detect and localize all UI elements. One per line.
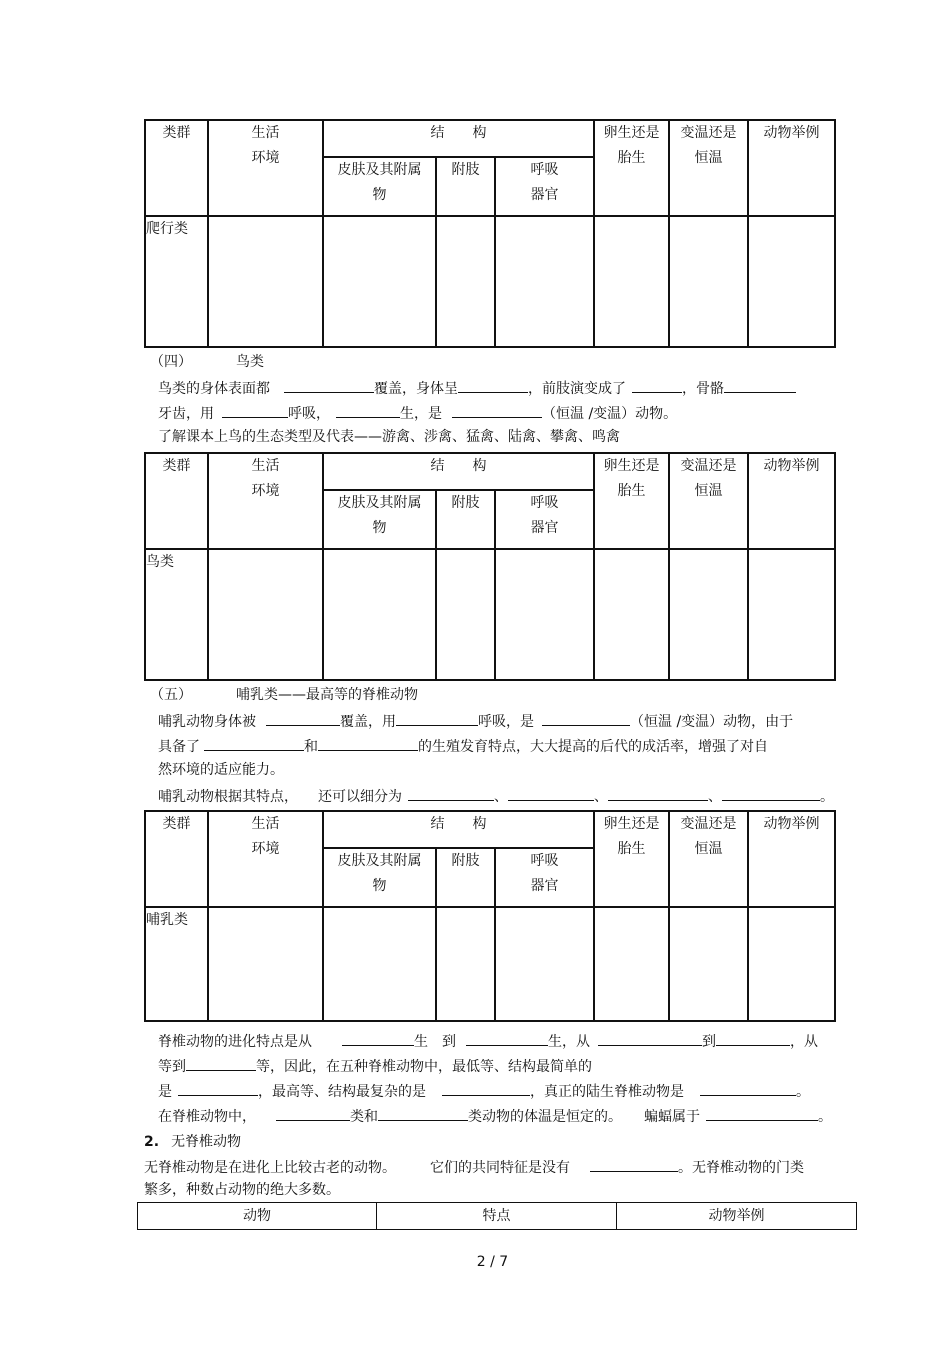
answer-cell[interactable] <box>594 216 669 347</box>
header-group: 类群 <box>145 120 208 216</box>
evolution-line1: 脊椎动物的进化特点是从 生 到 生，从 到 ，从 <box>158 1031 818 1051</box>
header-habitat: 生活 环境 <box>208 120 323 216</box>
blank[interactable] <box>598 1031 702 1046</box>
header-examples: 动物举例 <box>748 811 835 907</box>
header-structure: 结 构 <box>323 120 594 157</box>
blank[interactable] <box>466 1031 548 1046</box>
header-habitat: 生活 环境 <box>208 453 323 549</box>
answer-cell[interactable] <box>208 216 323 347</box>
answer-cell[interactable] <box>208 549 323 680</box>
answer-cell[interactable] <box>323 907 436 1021</box>
answer-cell[interactable] <box>669 549 748 680</box>
section5-line1: 哺乳动物身体被 覆盖，用 呼吸，是 （恒温 /变温）动物，由于 <box>158 711 793 731</box>
blank[interactable] <box>722 786 820 801</box>
header-skin: 皮肤及其附属 物 <box>323 848 436 907</box>
invertebrate-table <box>137 1202 857 1230</box>
header-breathing: 呼吸 器官 <box>495 848 594 907</box>
evolution-line4: 在脊椎动物中， 类和 类动物的体温是恒定的。 蝙蝠属于 。 <box>158 1106 832 1126</box>
header-examples: 动物举例 <box>748 453 835 549</box>
answer-cell[interactable] <box>495 549 594 680</box>
answer-cell[interactable] <box>495 907 594 1021</box>
answer-cell[interactable] <box>669 907 748 1021</box>
invertebrates-line2: 繁多，种数占动物的绝大多数。 <box>144 1182 340 1198</box>
blank[interactable] <box>276 1106 350 1121</box>
header-features: 特点 <box>377 1203 617 1230</box>
section5-line4: 哺乳动物根据其特点， 还可以细分为 、 、 、 。 <box>158 786 834 806</box>
blank[interactable] <box>700 1081 796 1096</box>
reptile-label: 爬行类 <box>145 216 208 347</box>
page-number: 2 / 7 <box>476 1254 509 1270</box>
section4-heading: （四） 鸟类 <box>150 354 264 370</box>
header-temperature: 变温还是 恒温 <box>669 453 748 549</box>
reptile-table <box>144 119 836 348</box>
mammal-label: 哺乳类 <box>145 907 208 1021</box>
evolution-line3: 是 ，最高等、结构最复杂的是 ，真正的陆生脊椎动物是 。 <box>158 1081 810 1101</box>
header-reproduction: 卵生还是 胎生 <box>594 453 669 549</box>
header-temperature: 变温还是 恒温 <box>669 811 748 907</box>
blank[interactable] <box>632 378 682 393</box>
answer-cell[interactable] <box>748 549 835 680</box>
blank[interactable] <box>608 786 708 801</box>
answer-cell[interactable] <box>323 216 436 347</box>
blank[interactable] <box>542 711 630 726</box>
mammal-table <box>144 810 836 1022</box>
answer-cell[interactable] <box>323 549 436 680</box>
evolution-line2: 等到 等，因此，在五种脊椎动物中，最低等、结构最简单的 <box>158 1056 592 1076</box>
blank[interactable] <box>318 736 418 751</box>
header-reproduction: 卵生还是 胎生 <box>594 811 669 907</box>
header-temperature: 变温还是 恒温 <box>669 120 748 216</box>
answer-cell[interactable] <box>436 549 495 680</box>
answer-cell[interactable] <box>748 216 835 347</box>
blank[interactable] <box>186 1056 256 1071</box>
section5-heading: （五） 哺乳类——最高等的脊椎动物 <box>150 687 418 703</box>
answer-cell[interactable] <box>436 907 495 1021</box>
header-breathing: 呼吸 器官 <box>495 157 594 216</box>
header-limbs: 附肢 <box>436 157 495 216</box>
blank[interactable] <box>266 711 340 726</box>
blank[interactable] <box>204 736 304 751</box>
header-animal: 动物 <box>138 1203 377 1230</box>
blank[interactable] <box>458 378 528 393</box>
section4-line1: 鸟类的身体表面都 覆盖，身体呈 ，前肢演变成了 ，骨骼 <box>158 378 796 398</box>
blank[interactable] <box>724 378 796 393</box>
blank[interactable] <box>342 1031 414 1046</box>
section4-line2: 牙齿，用 呼吸， 生，是 （恒温 /变温）动物。 <box>158 403 677 423</box>
blank[interactable] <box>706 1106 818 1121</box>
header-habitat: 生活 环境 <box>208 811 323 907</box>
header-structure: 结 构 <box>323 811 594 848</box>
header-skin: 皮肤及其附属 物 <box>323 490 436 549</box>
header-group: 类群 <box>145 453 208 549</box>
answer-cell[interactable] <box>495 216 594 347</box>
invertebrates-line1: 无脊椎动物是在进化上比较古老的动物。 它们的共同特征是没有 。无脊椎动物的门类 <box>144 1157 804 1177</box>
answer-cell[interactable] <box>748 907 835 1021</box>
bird-label: 鸟类 <box>145 549 208 680</box>
answer-cell[interactable] <box>669 216 748 347</box>
blank[interactable] <box>396 711 478 726</box>
blank[interactable] <box>716 1031 790 1046</box>
answer-cell[interactable] <box>208 907 323 1021</box>
blank[interactable] <box>222 403 288 418</box>
section5-line3: 然环境的适应能力。 <box>158 762 284 778</box>
invertebrates-heading: 2. 无脊椎动物 <box>144 1134 242 1150</box>
answer-cell[interactable] <box>594 907 669 1021</box>
blank[interactable] <box>508 786 594 801</box>
blank[interactable] <box>178 1081 258 1096</box>
blank[interactable] <box>336 403 400 418</box>
section5-line2: 具备了 和 的生殖发育特点，大大提高的后代的成活率，增强了对自 <box>158 736 768 756</box>
blank[interactable] <box>378 1106 468 1121</box>
section4-line3: 了解课本上鸟的生态类型及代表——游禽、涉禽、猛禽、陆禽、攀禽、鸣禽 <box>158 429 620 445</box>
blank[interactable] <box>408 786 494 801</box>
blank[interactable] <box>284 378 374 393</box>
header-limbs: 附肢 <box>436 848 495 907</box>
header-structure: 结 构 <box>323 453 594 490</box>
header-group: 类群 <box>145 811 208 907</box>
header-examples: 动物举例 <box>748 120 835 216</box>
blank[interactable] <box>590 1157 678 1172</box>
header-breathing: 呼吸 器官 <box>495 490 594 549</box>
answer-cell[interactable] <box>436 216 495 347</box>
blank[interactable] <box>452 403 542 418</box>
header-reproduction: 卵生还是 胎生 <box>594 120 669 216</box>
header-examples: 动物举例 <box>617 1203 857 1230</box>
bird-table <box>144 452 836 681</box>
answer-cell[interactable] <box>594 549 669 680</box>
blank[interactable] <box>442 1081 530 1096</box>
header-skin: 皮肤及其附属 物 <box>323 157 436 216</box>
header-limbs: 附肢 <box>436 490 495 549</box>
